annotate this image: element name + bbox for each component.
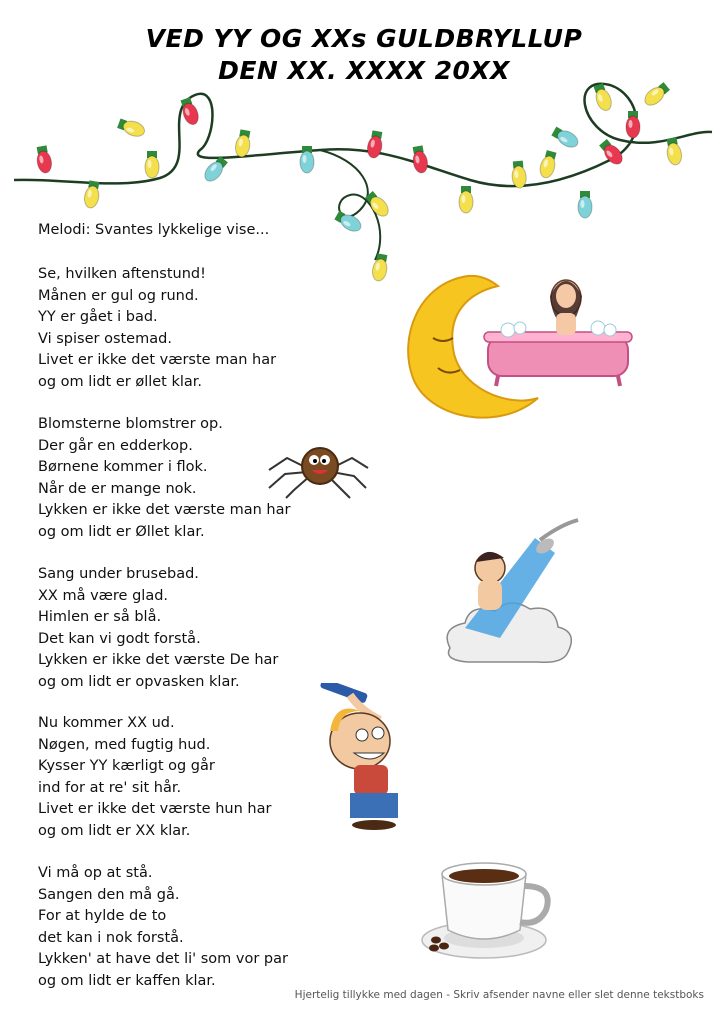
verse-1 [38,264,276,393]
footer-greeting: Hjertelig tillykke med dagen - Skriv afsender navne eller slet denne tekstboks [294,989,704,1001]
verse-line: og om lidt er øllet klar. [38,373,203,390]
verse-line: Livet er ikke det værste hun har [38,801,272,817]
light-bulb [234,129,252,158]
light-bulb [578,191,592,218]
verse-line: Lykken' at have det li' som vor par [38,951,288,967]
verse-line: Blomsterne blomstrer op. [38,416,223,432]
verse-4 [38,713,271,842]
light-bulb [333,209,363,235]
verse-line: og om lidt er kaffen klar. [38,972,216,989]
verse-line: Livet er ikke det værste man har [38,352,277,368]
verse-2 [38,414,290,543]
verse-line: For at hylde de to [38,908,167,924]
verse-line: ind for at re' sit hår. [38,779,182,796]
verse-line: Himlen er så blå. [38,609,162,625]
light-bulb [179,96,201,126]
light-bulb [371,253,389,282]
title-line-1: VED YY OG XXs GULDBRYLLUP [145,24,583,53]
verse-line: Børnene kommer i flok. [38,459,208,475]
verse-line: Månen er gul og rund. [38,287,199,304]
moon-bathtub-illustration [398,268,633,428]
verse-line: og om lidt er XX klar. [38,822,191,839]
light-bulb [116,117,146,139]
light-bulb [411,145,429,174]
light-bulb [626,111,640,138]
verse-line: det kan i nok forstå. [38,929,184,946]
verse-line: YY er gået i bad. [38,309,158,325]
verse-line: Lykken er ikke det værste De har [38,652,279,668]
light-bulb [538,150,559,180]
verse-line: og om lidt er opvasken klar. [38,673,240,690]
title-line-2: DEN XX. XXXX 20XX [218,56,510,85]
verse-line: Nøgen, med fugtig hud. [38,736,211,753]
shower-man-illustration [440,518,580,676]
light-bulb [201,155,229,185]
verse-line: Sang under brusebad. [38,566,199,582]
verse-5 [38,863,288,992]
light-bulb [511,160,527,188]
light-bulb [550,125,580,151]
light-bulb [145,151,159,178]
coffee-cup-illustration [414,852,554,964]
light-bulb [83,180,101,209]
light-bulb [642,81,672,109]
light-bulb [300,146,314,173]
light-bulb [459,186,473,213]
comb-man-illustration [302,683,434,833]
verse-line: Lykken er ikke det værste man har [38,502,291,518]
light-bulb [665,137,683,166]
light-bulb [592,82,614,112]
verse-line: Nu kommer XX ud. [38,715,175,731]
melody-line: Melodi: Svantes lykkelige vise... [38,222,270,238]
string-lights-illustration [0,75,728,290]
verse-line: Vi må op at stå. [38,865,153,881]
spider-illustration [262,440,372,500]
verse-3 [38,564,278,693]
verse-line: Det kan vi godt forstå. [38,630,201,647]
verse-line: Kysser YY kærligt og går [38,758,215,774]
verse-line: Der går en edderkop. [38,437,193,454]
verse-line: og om lidt er Øllet klar. [38,523,205,540]
light-bulb [35,145,53,174]
verse-line: Se, hvilken aftenstund! [38,266,206,282]
verse-line: Sangen den må gå. [38,886,180,903]
verse-line: Når de er mange nok. [38,480,197,497]
verse-line: Vi spiser ostemad. [38,330,172,347]
verse-line: XX må være glad. [38,587,169,604]
